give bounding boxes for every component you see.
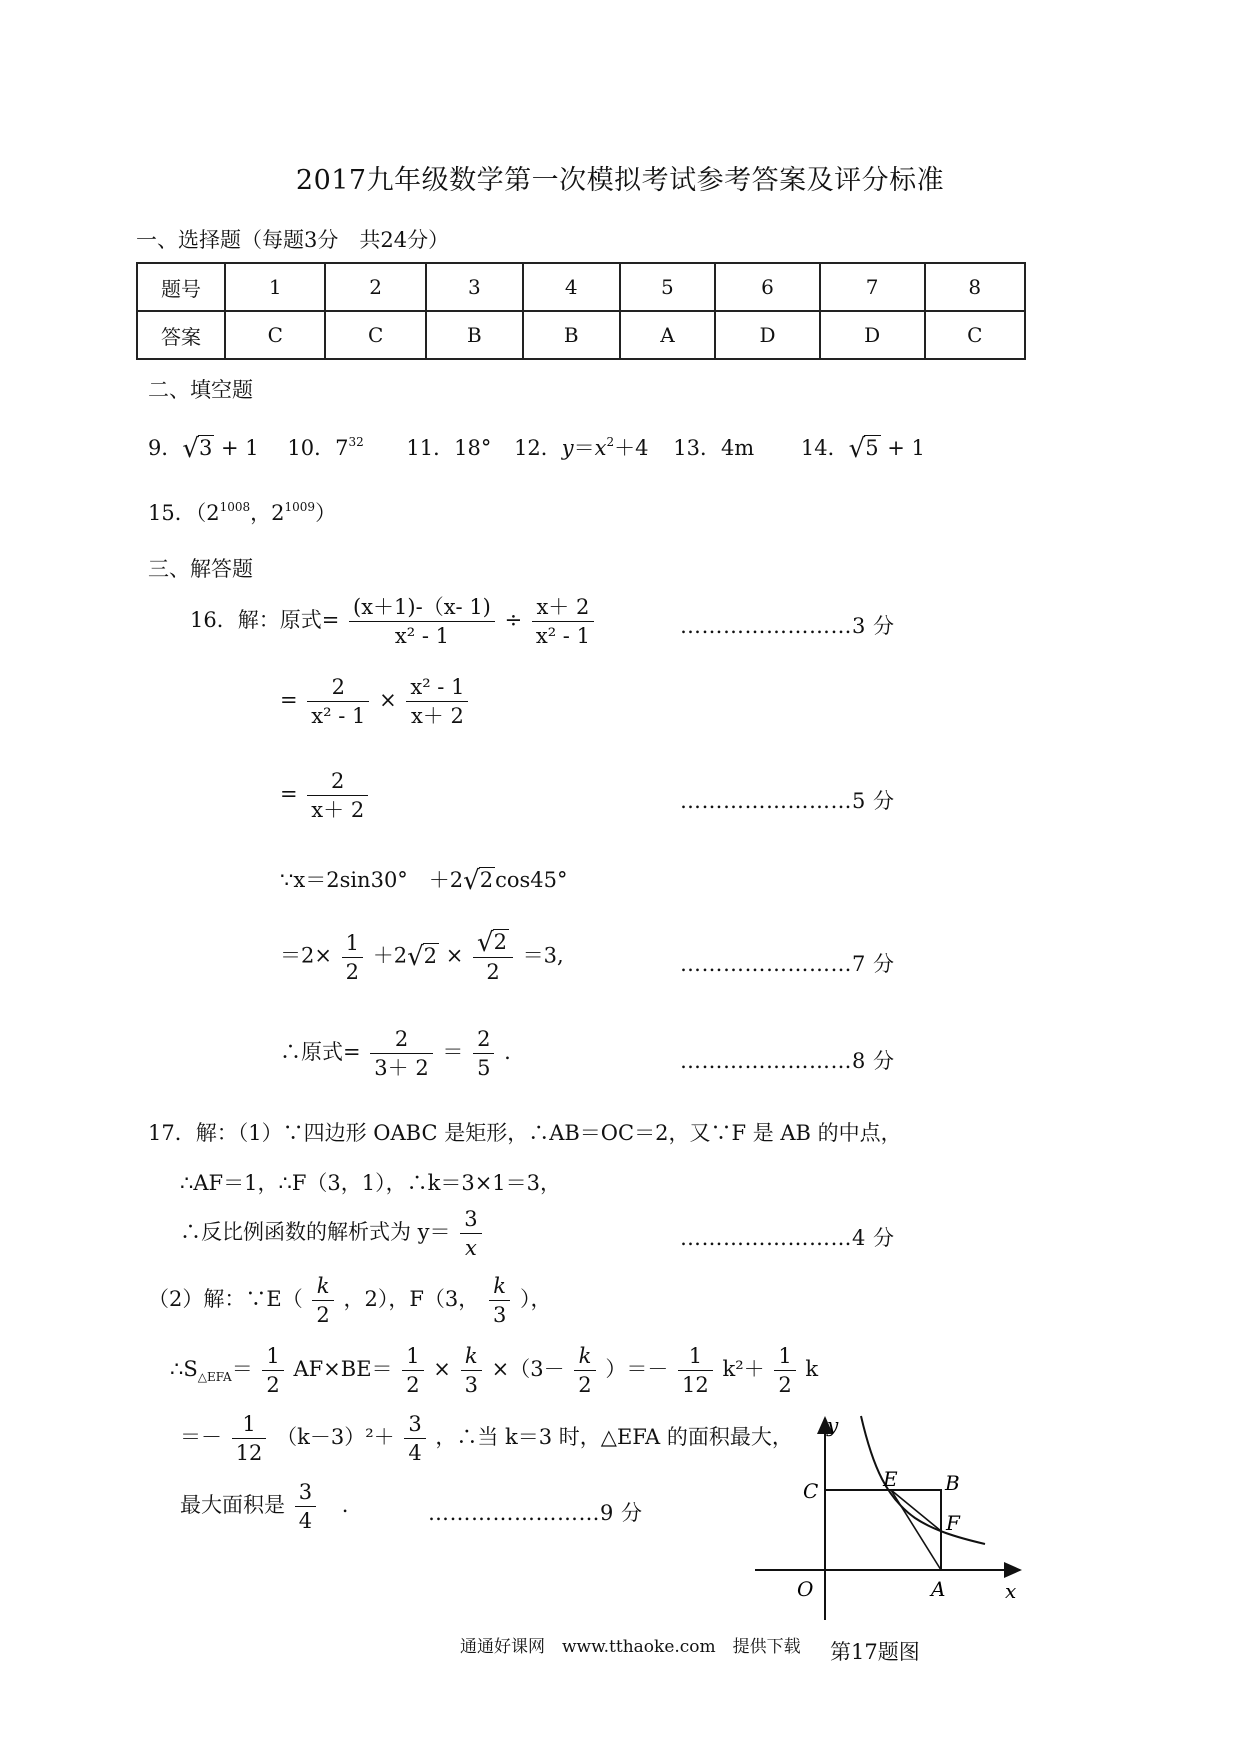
expression-text: ，∴当 k＝3 时，△EFA 的面积最大， — [435, 1425, 793, 1449]
expression-text: k — [805, 1357, 819, 1381]
radicand: 2 — [479, 868, 494, 892]
q14-rest: + 1 — [887, 436, 925, 460]
table-cell: 3 — [426, 263, 523, 311]
equals-sign: = — [280, 688, 298, 712]
q13-answer: 13．4m — [673, 436, 755, 460]
expression-text: ×（3－ — [491, 1357, 565, 1381]
times-sign: × — [379, 688, 397, 712]
label-x: x — [1005, 1579, 1017, 1603]
q11-answer: 11．18° — [406, 436, 492, 460]
segment-EA — [891, 1490, 941, 1570]
score-marker: ……………………3 分 — [680, 614, 895, 638]
expression-text: ）， — [520, 1287, 552, 1311]
score-marker: ……………………4 分 — [680, 1226, 895, 1250]
period: . — [504, 1040, 511, 1064]
radicand: 2 — [423, 943, 438, 968]
table-cell: D — [715, 311, 820, 359]
q17-line-1: 17．解：（1）∵四边形 OABC 是矩形，∴AB＝OC＝2，又∵F 是 AB 的中点， — [148, 1121, 902, 1145]
fraction: $\frac{\text{x² ‐ 1}}{x+ 2}$ — [406, 673, 468, 730]
q16-line-5 — [280, 928, 564, 986]
q16-line-2 — [280, 673, 471, 730]
page-title: 2017九年级数学第一次模拟考试参考答案及评分标准 — [295, 165, 945, 196]
fraction: $\frac{(x+1)‐(x‐ 1)}{\text{x² ‐ 1}}$ — [349, 593, 495, 650]
expression-text: ＝－ — [180, 1425, 222, 1449]
q10-label: 10． — [287, 436, 336, 460]
fraction: $\frac{3}{4}$ — [404, 1410, 425, 1467]
q12-eq: ＝ — [573, 436, 595, 460]
q16-line-3 — [280, 767, 371, 824]
fraction: $\frac{k}{3}$ — [461, 1342, 482, 1399]
q17-line-5 — [170, 1342, 818, 1399]
fraction: $\frac{k}{3}$ — [489, 1272, 510, 1329]
fraction: $\frac{2}{3+ 2}$ — [370, 1025, 432, 1082]
table-row — [137, 311, 1025, 359]
hyperbola-curve — [861, 1416, 985, 1544]
table-cell: A — [620, 311, 715, 359]
fraction: $\frac{1}{2}$ — [774, 1342, 795, 1399]
fraction: $\frac{1}{2}$ — [402, 1342, 423, 1399]
q12-y: y — [561, 436, 574, 460]
label-A: A — [931, 1577, 946, 1601]
sqrt-icon: √ — [848, 434, 866, 464]
table-cell: 7 — [820, 263, 925, 311]
table-cell: C — [325, 311, 425, 359]
label-E: E — [883, 1467, 898, 1491]
expression-text: ∴S — [170, 1357, 198, 1381]
fraction: $\frac{√2}{2}$ — [473, 928, 513, 986]
q10-base: 7 — [335, 436, 349, 460]
label-y: y — [827, 1413, 839, 1437]
expression-text: （2）解：∵E（ — [148, 1287, 303, 1311]
q16-line-6 — [280, 1025, 511, 1082]
equals-sign: ＝ — [442, 1040, 464, 1064]
table-cell: D — [820, 311, 925, 359]
section-heading-fill: 二、填空题 — [148, 378, 253, 402]
period: . — [341, 1493, 349, 1517]
fraction: $\frac{2}{x+ 2}$ — [307, 767, 368, 824]
expression-text: ＋2 — [372, 943, 408, 968]
q17-line-4 — [148, 1272, 552, 1329]
q15-label: 15．（2 — [148, 501, 220, 525]
fraction: $\frac{2}{5}$ — [473, 1025, 494, 1082]
expression-text: ∴反比例函数的解析式为 y＝ — [180, 1220, 451, 1244]
q9-label: 9． — [148, 436, 183, 460]
fraction: $\frac{1}{12}$ — [232, 1410, 267, 1467]
q9-rest: + 1 — [221, 436, 259, 460]
score-marker: ……………………7 分 — [680, 952, 895, 976]
table-row — [137, 263, 1025, 311]
q14-label: 14． — [800, 436, 849, 460]
sqrt-icon: √ — [407, 941, 424, 972]
table-cell: 1 — [225, 263, 325, 311]
figure-17-graph — [755, 1398, 1030, 1628]
q15-end: ） — [315, 501, 337, 525]
expression-text: AF×BE＝ — [293, 1357, 393, 1381]
label-B: B — [945, 1471, 960, 1495]
segment-EF — [891, 1490, 941, 1531]
score-marker: ……………………8 分 — [680, 1049, 895, 1073]
q10-exponent: 32 — [348, 435, 364, 449]
fraction: $\frac{2}{\text{x² ‐ 1}}$ — [307, 673, 369, 730]
footer-source: 通通好课网 www.tthaoke.com 提供下载 — [460, 1637, 801, 1657]
expression-text: ＝2× — [280, 943, 332, 968]
expression-text: ）＝－ — [605, 1357, 669, 1381]
times-sign: × — [433, 1357, 451, 1381]
table-cell: 2 — [325, 263, 425, 311]
q16-line-1 — [190, 593, 597, 650]
expression-text: ∴原式= — [280, 1040, 361, 1064]
expression-text: 最大面积是 — [180, 1493, 285, 1517]
q17-line-3 — [180, 1205, 485, 1262]
fraction: $\frac{1}{12}$ — [678, 1342, 713, 1399]
q17-line-2: ∴AF＝1，∴F（3，1），∴k＝3×1＝3， — [180, 1171, 562, 1195]
sqrt-icon: √ — [463, 866, 480, 896]
table-cell: 5 — [620, 263, 715, 311]
q9-radicand: 3 — [198, 436, 213, 460]
q16-line-4 — [280, 864, 568, 896]
label-F: F — [946, 1511, 960, 1535]
fraction: $\frac{3}{x}$ — [460, 1205, 481, 1262]
expression-text: ，2），F（3， — [343, 1287, 480, 1311]
q17-line-7 — [180, 1478, 348, 1535]
table-header-cell: 题号 — [137, 263, 225, 311]
q12-x: x — [594, 436, 607, 460]
table-cell: B — [426, 311, 523, 359]
q15-mid: ，2 — [250, 501, 285, 525]
section-heading-solve: 三、解答题 — [148, 557, 253, 581]
table-cell: 4 — [523, 263, 620, 311]
rectangle-OABC — [825, 1490, 941, 1570]
fraction: $\frac{1}{2}$ — [342, 929, 363, 986]
q12-label: 12． — [514, 436, 562, 460]
q12-rest: ＋4 — [614, 436, 649, 460]
label-C: C — [803, 1479, 819, 1503]
fraction: $\frac{3}{4}$ — [295, 1478, 316, 1535]
times-sign: × — [445, 943, 464, 968]
q17-line-6 — [180, 1410, 793, 1467]
expression-text: k²＋ — [722, 1357, 765, 1381]
expression-text: ＝3, — [522, 943, 564, 968]
table-cell: 6 — [715, 263, 820, 311]
sqrt-icon: √ — [477, 928, 494, 958]
fraction: $\frac{k}{2}$ — [312, 1272, 333, 1329]
table-cell: B — [523, 311, 620, 359]
fraction: $\frac{k}{2}$ — [574, 1342, 595, 1399]
q15-exponent-2: 1009 — [284, 500, 316, 514]
label-O: O — [797, 1577, 814, 1601]
subscript: △EFA — [197, 1370, 232, 1385]
expression-text: cos45° — [495, 868, 568, 892]
q14-radicand: 5 — [865, 436, 879, 460]
section-heading-choice: 一、选择题（每题3分 共24分） — [136, 228, 450, 252]
answer-table — [136, 262, 1026, 360]
table-cell: C — [925, 311, 1025, 359]
table-cell: 8 — [925, 263, 1025, 311]
expression-text: ∵x＝2sin30° ＋2 — [280, 868, 464, 892]
table-header-cell: 答案 — [137, 311, 225, 359]
table-cell: C — [225, 311, 325, 359]
q12-exponent: 2 — [606, 435, 615, 449]
fraction: $\frac{x+ 2}{\text{x² ‐ 1}}$ — [532, 593, 594, 650]
q15-exponent-1: 1008 — [219, 500, 251, 514]
score-marker: ……………………9 分 — [428, 1501, 643, 1525]
divide-sign: ÷ — [504, 608, 523, 632]
equals-sign: = — [280, 782, 298, 806]
figure-caption: 第17题图 — [830, 1640, 920, 1664]
score-marker: ……………………5 分 — [680, 789, 895, 813]
sqrt-icon: √ — [182, 434, 199, 464]
q16-label: 16．解：原式= — [190, 608, 340, 632]
q15-line — [148, 497, 336, 527]
fraction: $\frac{1}{2}$ — [262, 1342, 283, 1399]
expression-text: ＝ — [231, 1357, 253, 1381]
fill-answers-line — [148, 432, 925, 464]
expression-text: （k－3）²＋ — [276, 1425, 395, 1449]
